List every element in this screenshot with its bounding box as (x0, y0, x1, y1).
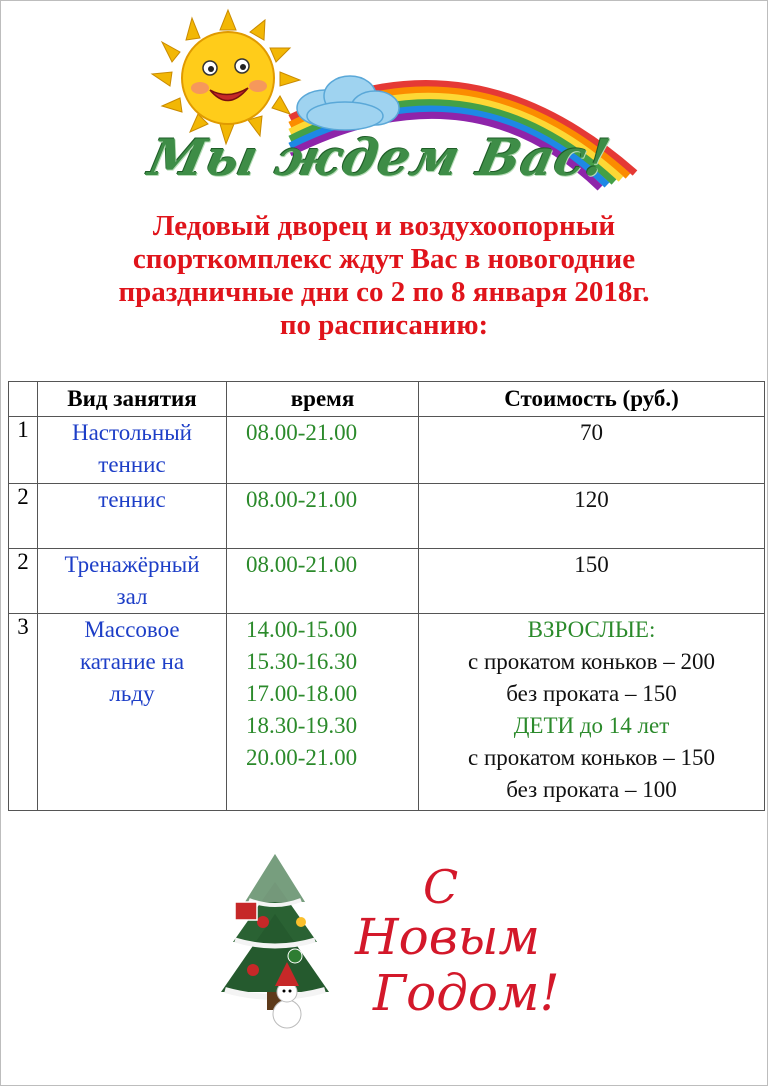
activity-cell (38, 614, 227, 811)
headline-line: спорткомплекс ждут Вас в новогодние (132, 243, 636, 275)
header-time: время (227, 382, 419, 417)
row-number: 2 (9, 484, 38, 549)
cost-text: без проката – 100 (506, 777, 677, 802)
time-text: 08.00-21.00 (246, 487, 358, 512)
table-header-row (9, 382, 765, 417)
christmas-tree-illustration (205, 852, 345, 1032)
announcement-headline (0, 210, 768, 342)
activity-cell (38, 484, 227, 549)
cost-text: с прокатом коньков – 200 (468, 649, 715, 674)
activity-text: зал (116, 584, 148, 609)
header-activity: Вид занятия (38, 382, 227, 417)
time-cell (227, 417, 419, 484)
headline-line: Ледовый дворец и воздухоопорный (152, 210, 616, 242)
cost-text: 150 (574, 552, 609, 577)
cost-text: без проката – 150 (506, 681, 677, 706)
time-text: 20.00-21.00 (246, 745, 358, 770)
sun-face (182, 32, 274, 124)
row-number: 1 (9, 417, 38, 484)
greeting-line: С (423, 860, 459, 914)
greeting-line: Годом! (373, 964, 560, 1022)
activity-text: льду (109, 681, 155, 706)
time-text: 17.00-18.00 (246, 681, 358, 706)
activity-text: теннис (98, 452, 166, 477)
time-text: 14.00-15.00 (246, 617, 358, 642)
cost-cell (419, 417, 765, 484)
header-cost: Стоимость (руб.) (419, 382, 765, 417)
table-row (9, 549, 765, 614)
activity-cell (38, 417, 227, 484)
cost-cell (419, 614, 765, 811)
new-year-greeting (345, 860, 565, 1030)
cost-cell (419, 549, 765, 614)
schedule-table (8, 381, 765, 811)
activity-text: катание на (79, 649, 185, 674)
header-number (9, 382, 38, 417)
time-text: 18.30-19.30 (246, 713, 358, 738)
table-row (9, 484, 765, 549)
greeting-line: Новым (355, 908, 540, 966)
cost-cell (419, 484, 765, 549)
time-text: 08.00-21.00 (246, 552, 358, 577)
time-cell (227, 614, 419, 811)
time-text: 08.00-21.00 (246, 420, 358, 445)
activity-text: теннис (98, 487, 166, 512)
cost-text: с прокатом коньков – 150 (468, 745, 715, 770)
activity-cell (38, 549, 227, 614)
welcome-title: Мы ждем Вас! (143, 128, 616, 187)
headline-line: праздничные дни со 2 по 8 января 2018г. (118, 276, 650, 308)
cost-text: 70 (580, 420, 603, 445)
activity-text: Массовое (84, 617, 180, 642)
activity-text: Тренажёрный (64, 552, 200, 577)
table-row (9, 614, 765, 811)
row-number: 2 (9, 549, 38, 614)
time-text: 15.30-16.30 (246, 649, 358, 674)
cost-category-children: ДЕТИ до 14 лет (513, 713, 670, 738)
cost-text: 120 (574, 487, 609, 512)
cost-category-adults: ВЗРОСЛЫЕ: (527, 617, 656, 642)
headline-line: по расписанию: (279, 309, 489, 341)
time-cell (227, 549, 419, 614)
tree-body (221, 854, 329, 1010)
activity-text: Настольный (71, 420, 192, 445)
time-cell (227, 484, 419, 549)
row-number: 3 (9, 614, 38, 811)
table-row (9, 417, 765, 484)
